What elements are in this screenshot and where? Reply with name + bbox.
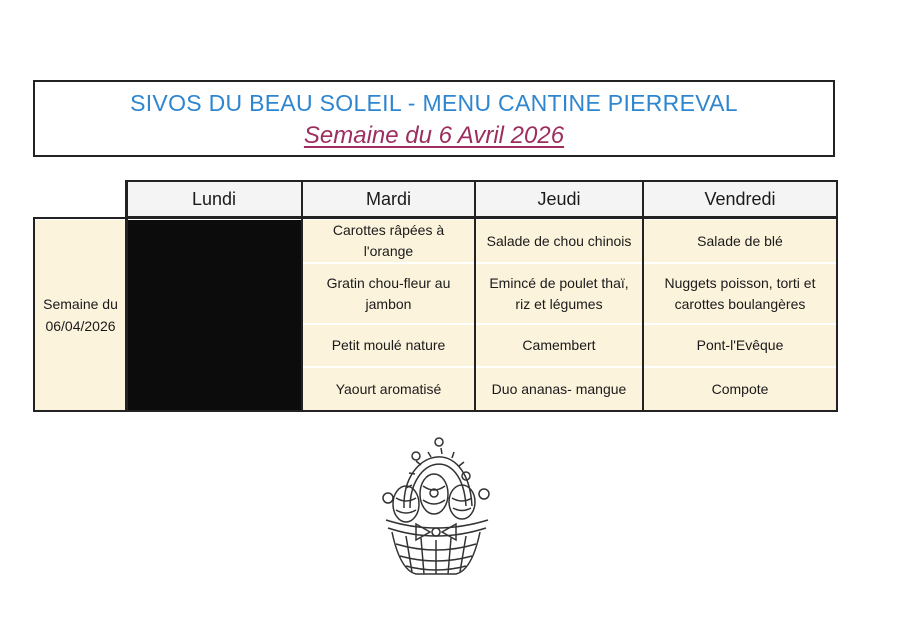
table-border-left (33, 219, 35, 412)
menu-cell-vendredi-3: Pont-l'Evêque (644, 325, 836, 367)
menu-cell-mardi-4: Yaourt aromatisé (303, 368, 474, 410)
day-header-jeudi: Jeudi (475, 180, 643, 219)
page-title: SIVOS DU BEAU SOLEIL - MENU CANTINE PIERREVAL (130, 90, 738, 116)
menu-cell-jeudi-4: Duo ananas- mangue (476, 368, 642, 410)
menu-cell-mardi-3: Petit moulé nature (303, 325, 474, 367)
easter-basket-icon (376, 428, 496, 578)
menu-cell-jeudi-3: Camembert (476, 325, 642, 367)
table-border-lundi (301, 180, 303, 412)
menu-cell-vendredi-4: Compote (644, 368, 836, 410)
table-border-right (836, 180, 838, 412)
menu-cell-mardi-1: Carottes râpées à l'orange (303, 220, 474, 263)
table-border-mardi (474, 180, 476, 412)
table-border-label (125, 180, 128, 412)
lundi-redacted-block (128, 220, 301, 410)
week-subtitle: Semaine du 6 Avril 2026 (303, 122, 565, 149)
week-label: Semaine du 06/04/2026 (35, 220, 126, 410)
table-border-bottom (33, 410, 838, 412)
menu-header (33, 80, 835, 157)
menu-cell-jeudi-2: Emincé de poulet thaï, riz et légumes (476, 264, 642, 324)
table-border-week-top (33, 217, 127, 219)
menu-cell-mardi-2: Gratin chou-fleur au jambon (303, 264, 474, 324)
day-header-lundi: Lundi (126, 180, 302, 219)
day-header-mardi: Mardi (302, 180, 475, 219)
day-header-vendredi: Vendredi (643, 180, 837, 219)
menu-cell-jeudi-1: Salade de chou chinois (476, 220, 642, 263)
table-border-jeudi (642, 180, 644, 412)
menu-cell-vendredi-2: Nuggets poisson, torti et carottes boulangères (644, 264, 836, 324)
menu-cell-vendredi-1: Salade de blé (644, 220, 836, 263)
